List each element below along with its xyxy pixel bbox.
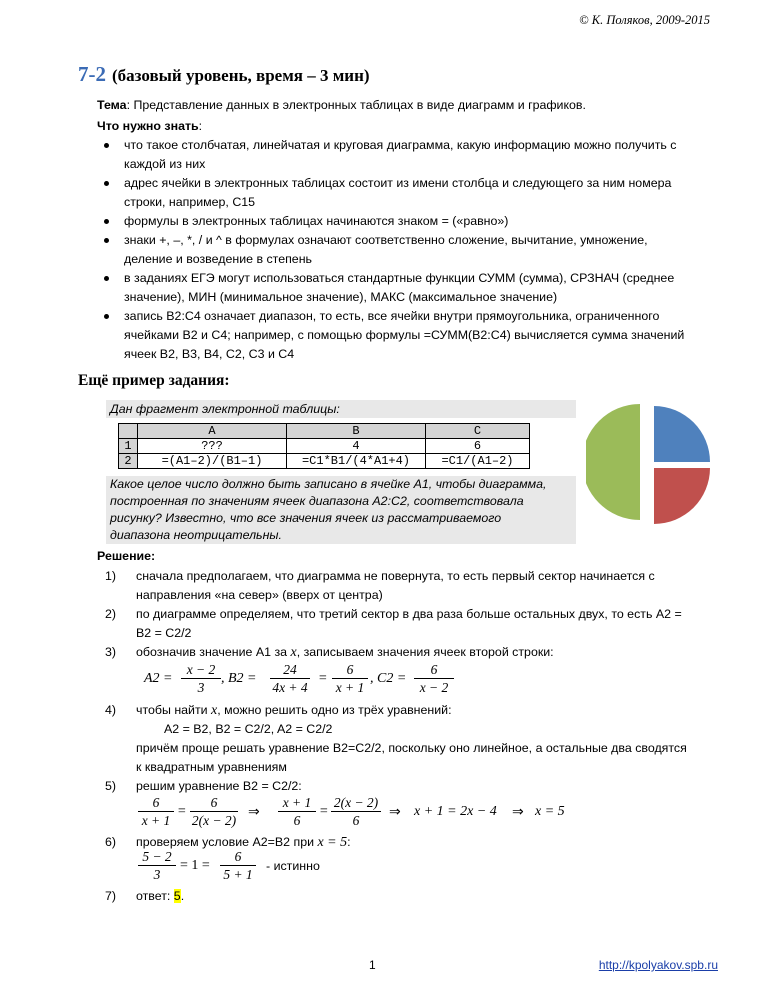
bullet-dot [104,238,109,243]
col-header: C [426,424,530,439]
step-number: 7) [105,889,117,903]
step-text-part: , можно решить одно из трёх уравнений: [217,703,452,717]
fraction [331,795,381,828]
know-line: ячеек B2, B3, B4, C2, C3 и C4 [124,347,295,361]
step-text: к квадратным уравнениям [136,760,287,774]
step-text: сначала предполагаем, что диаграмма не повернута, то есть первый сектор начинается с [136,569,655,583]
fraction [414,662,454,695]
theme-line [97,97,586,113]
denominator: x + 1 [141,813,171,828]
bullet-dot [104,143,109,148]
pie-slice-bottom-right [654,468,710,524]
know-line: значение), МИН (минимальное значение), МАКС (максимальное значение) [124,290,558,304]
know-line: адрес ячейки в электронных таблицах состоит из имени столбца и следующего за ним номера [124,176,672,190]
denominator: x + 1 [335,680,365,695]
know-line: что такое столбчатая, линейчатая и круговая диаграмма, какую информацию можно получить с [124,138,677,152]
step-number: 3) [105,645,117,659]
answer-period: . [180,889,185,903]
true-label: - истинно [266,859,320,873]
step-text-part: , записываем значения ячеек второй строки: [296,645,554,659]
know-line: ячейками B2 и C4; например, с помощью формулы =СУММ(B2:C4) вычисляется сумма значений [124,328,685,342]
numerator: 6 [346,662,354,677]
question-line: диапазона неотрицательны. [110,528,282,542]
know-label: Что нужно знать [97,119,199,133]
know-line: формулы в электронных таблицах начинаются знаком = («равно») [124,214,509,228]
cell-a1: ??? [138,439,287,454]
cell-c1: 6 [426,439,530,454]
step-number: 2) [105,607,117,621]
col-header: B [287,424,426,439]
answer-value: 5 [173,889,181,903]
step-number: 6) [105,835,117,849]
fraction [278,795,316,828]
formula-b2-label: , B2 = [221,671,257,686]
result: x = 5 [535,804,565,819]
step-text: решим уравнение B2 = C2/2: [136,779,302,793]
bullet-dot [104,314,109,319]
implies-arrow: ⇒ [248,805,260,820]
formula-a2-label: A2 = [144,671,173,686]
col-header: A [138,424,287,439]
know-line: запись B2:C4 означает диапазон, то есть, все ячейки внутри прямоугольника, ограниченного [124,309,660,323]
row-header: 1 [119,439,138,454]
denominator: 6 [352,813,360,828]
step-text [136,702,452,719]
bullet-dot [104,181,109,186]
cell-b1: 4 [287,439,426,454]
numerator: 6 [152,795,160,810]
denominator: x − 2 [419,680,449,695]
numerator: x + 1 [282,795,312,810]
page-number: 1 [369,958,376,972]
bullet-dot [104,219,109,224]
numerator: 6 [210,795,218,810]
numerator: 2(x − 2) [333,795,379,810]
question-line: рисунку? Известно, что все значения ячеек из рассматриваемого [110,511,502,525]
step-text: причём проще решать уравнение B2=C2/2, поскольку оно линейное, а остальные два сводятся [136,741,687,755]
numerator: x − 2 [186,662,216,677]
step-text: направления «на север» (вверх от центра) [136,588,383,602]
step-text: B2 = C2/2 [136,626,192,640]
step-text-part: чтобы найти [136,703,212,717]
denominator: 5 + 1 [223,867,253,882]
step-text-part: проверяем условие A2=B2 при [136,835,318,849]
step-text: по диаграмме определяем, что третий сектор в два раза больше остальных двух, то есть A2 = [136,607,682,621]
theme-label: Тема [97,98,127,112]
step-number: 5) [105,779,117,793]
know-line: знаки +, –, *, / и ^ в формулах означают соответственно сложение, вычитание, умножение, [124,233,648,247]
spreadsheet-fragment [118,423,530,469]
fraction [332,662,368,695]
step-text-part: обозначив значение A1 за [136,645,291,659]
task-question [106,476,576,544]
denominator: 2(x − 2) [191,813,237,828]
implies-arrow: ⇒ [512,805,524,820]
math-var: x = 5 [317,835,348,850]
fraction [138,795,174,828]
task-number: 7-2 [78,62,106,86]
know-line: каждой из них [124,157,206,171]
step-number: 1) [105,569,117,583]
fraction [181,662,221,695]
linear-equation: x + 1 = 2x − 4 [414,804,497,819]
formula-c2-label: , C2 = [370,671,407,686]
example-heading: Ещё пример задания: [78,372,230,389]
site-link[interactable]: http://kpolyakov.spb.ru [598,958,718,972]
cell-a2: =(A1–2)/(B1–1) [138,454,287,469]
equals-one: = 1 = [180,858,210,873]
numerator: 6 [234,849,242,864]
pie-slice-top-right [654,406,710,462]
pie-slice-left [586,404,640,520]
corner-cell [119,424,138,439]
fraction [190,795,238,828]
copyright-header: © К. Поляков, 2009-2015 [579,13,710,27]
step-text-part: : [347,835,351,849]
equals-sign: = [177,804,187,819]
page-title [78,62,370,87]
row-header: 2 [119,454,138,469]
task-subtitle: (базовый уровень, время – 3 мин) [112,66,370,85]
step-text: A2 = B2, B2 = C2/2, A2 = C2/2 [164,722,333,736]
math-var: x [290,645,297,660]
equals-sign: = [319,804,329,819]
math-var: x [211,703,218,718]
theme-text: : Представление данных в электронных таблицах в виде диаграмм и графиков. [126,98,586,112]
numerator: 6 [430,662,438,677]
answer-label: ответ: [136,889,174,903]
step-number: 4) [105,703,117,717]
denominator: 3 [197,680,205,695]
question-line: Какое целое число должно быть записано в ячейке A1, чтобы диаграмма, [110,477,547,491]
numerator: 24 [283,662,297,677]
know-heading [97,118,202,134]
step-text [136,644,554,661]
answer-line [136,888,184,904]
task-intro: Дан фрагмент электронной таблицы: [106,400,576,418]
cell-b2: =C1*B1/(4*A1+4) [287,454,426,469]
cell-c2: =C1/(A1–2) [426,454,530,469]
question-line: построенная по значениям ячеек диапазона A2:C2, соответствовала [110,494,524,508]
equals-sign: = [318,671,328,686]
fraction [220,849,256,882]
implies-arrow: ⇒ [389,805,401,820]
denominator: 6 [293,813,301,828]
denominator: 4x + 4 [272,680,308,695]
know-colon: : [198,119,203,133]
bullet-dot [104,276,109,281]
pie-chart [586,400,716,530]
denominator: 3 [153,867,161,882]
numerator: 5 − 2 [142,849,172,864]
know-line: в заданиях ЕГЭ могут использоваться стандартные функции СУММ (сумма), СРЗНАЧ (среднее [124,271,675,285]
fraction [270,662,310,695]
fraction [138,849,176,882]
know-line: деление и возведение в степень [124,252,312,266]
solution-label: Решение: [97,549,156,563]
know-line: строки, например, C15 [124,195,256,209]
